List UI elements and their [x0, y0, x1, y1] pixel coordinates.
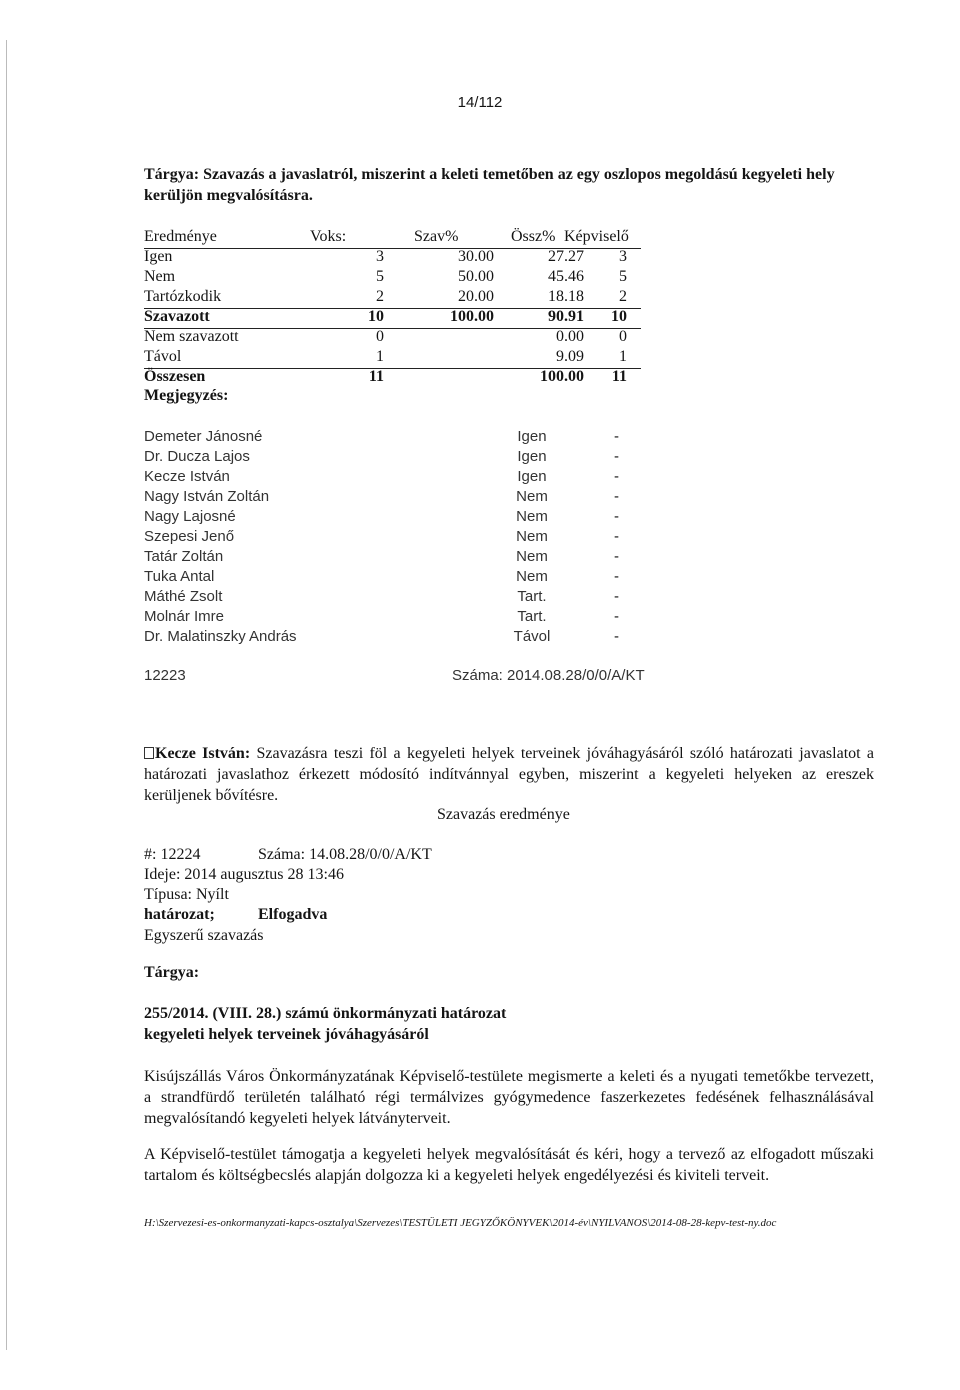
- member-vote: Igen: [517, 468, 547, 485]
- member-name: Demeter Jánosné: [144, 428, 263, 445]
- vote-row: [144, 588, 624, 608]
- results-cell-ossz: 18.18: [548, 288, 584, 305]
- member-dash: -: [614, 608, 619, 625]
- results-cell-ossz: 27.27: [548, 248, 584, 265]
- checkbox-icon: [144, 747, 154, 759]
- vote-subject-label: Tárgya:: [144, 964, 200, 981]
- results-cell-ossz: 100.00: [540, 368, 584, 385]
- vote-row: [144, 428, 624, 448]
- header-kepv: Képviselő: [564, 228, 629, 245]
- member-name: Molnár Imre: [144, 608, 225, 625]
- member-dash: -: [614, 568, 619, 585]
- member-name: Tuka Antal: [144, 568, 215, 585]
- results-row: [144, 308, 641, 329]
- vote-row: [144, 468, 624, 488]
- header-voks: Voks:: [310, 228, 347, 245]
- member-name: Kecze István: [144, 468, 230, 485]
- resolution-subtitle: kegyeleti helyek terveinek jóváhagyásáról: [144, 1026, 429, 1043]
- results-cell-kepv: 1: [619, 348, 627, 365]
- simple-vote: Egyszerű szavazás: [144, 927, 264, 944]
- member-name: Tatár Zoltán: [144, 548, 224, 565]
- results-row: [144, 288, 641, 309]
- member-vote: Nem: [516, 568, 548, 585]
- results-cell-kepv: 3: [619, 248, 627, 265]
- vote-type: Típusa: Nyílt: [144, 886, 229, 903]
- member-dash: -: [614, 468, 619, 485]
- results-cell-szav: 20.00: [458, 288, 494, 305]
- results-cell-szav: 30.00: [458, 248, 494, 265]
- results-cell-kepv: 0: [619, 328, 627, 345]
- member-name: Dr. Malatinszky András: [144, 628, 297, 645]
- motion-speaker: Kecze István:: [155, 745, 251, 762]
- results-row-label: Szavazott: [144, 308, 210, 325]
- header-szav: Szav%: [414, 228, 459, 245]
- results-cell-szav: 50.00: [458, 268, 494, 285]
- vote-id: #: 12224: [144, 846, 201, 863]
- member-name: Nagy Lajosné: [144, 508, 236, 525]
- member-name: Dr. Ducza Lajos: [144, 448, 250, 465]
- results-row: [144, 268, 641, 288]
- subject-text: Szavazás a javaslatról, miszerint a keleti temetőben az egy oszlopos megoldású kegyeleti hely kerüljön megvalósításra.: [144, 166, 835, 204]
- vote-row: [144, 488, 624, 508]
- footer-file-path: H:\Szervezesi-es-onkormanyzati-kapcs-osztalya\Szervezes\TESTÜLETI JEGYZŐKÖNYVEK\2014-év\NYILVANOS\2014-08-28-kepv-test-ny.doc: [144, 1217, 777, 1229]
- member-dash: -: [614, 548, 619, 565]
- member-vote: Távol: [513, 628, 551, 645]
- motion-paragraph: [144, 743, 874, 806]
- results-header: [144, 228, 641, 249]
- member-name: Máthé Zsolt: [144, 588, 223, 605]
- member-dash: -: [614, 528, 619, 545]
- subject-label: Tárgya:: [144, 166, 200, 183]
- header-result: Eredménye: [144, 228, 217, 245]
- results-cell-ossz: 9.09: [556, 348, 584, 365]
- results-cell-voks: 5: [376, 268, 384, 285]
- member-vote: Nem: [516, 488, 548, 505]
- results-cell-kepv: 11: [611, 368, 627, 385]
- results-cell-kepv: 10: [611, 308, 627, 325]
- results-cell-voks: 2: [376, 288, 384, 305]
- results-cell-ossz: 90.91: [548, 308, 584, 325]
- results-row: [144, 248, 641, 268]
- note-label: Megjegyzés:: [144, 387, 229, 404]
- vote-row: [144, 528, 624, 548]
- results-cell-voks: 11: [368, 368, 384, 385]
- results-cell-szav: 100.00: [450, 308, 494, 325]
- scan-edge: [6, 40, 7, 1350]
- header-ossz: Össz%: [511, 228, 556, 245]
- vote-row: [144, 568, 624, 588]
- record-id: 12223: [144, 667, 186, 684]
- resolution-paragraph-2: A Képviselő-testület támogatja a kegyeleti helyek megvalósítását és kéri, hogy a tervező az elfogadott műszaki tartalom és költségbecslés alapján dolgozza ki a kegyeleti helyek engedélyezési és kiviteli terveit.: [144, 1146, 874, 1184]
- results-row-label: Nem szavazott: [144, 328, 239, 345]
- results-row-label: Távol: [144, 348, 182, 365]
- member-dash: -: [614, 448, 619, 465]
- results-cell-voks: 3: [376, 248, 384, 265]
- vote-row: [144, 508, 624, 528]
- vote-row: [144, 628, 624, 648]
- member-dash: -: [614, 628, 619, 645]
- vote-row: [144, 608, 624, 628]
- member-vote: Nem: [516, 528, 548, 545]
- results-row-label: Összesen: [144, 368, 206, 385]
- record-number: Száma: 2014.08.28/0/0/A/KT: [452, 667, 645, 684]
- results-cell-voks: 0: [376, 328, 384, 345]
- results-row-label: Tartózkodik: [144, 288, 222, 305]
- results-cell-kepv: 2: [619, 288, 627, 305]
- member-vote: Igen: [517, 448, 547, 465]
- results-cell-kepv: 5: [619, 268, 627, 285]
- member-vote: Tart.: [517, 608, 547, 625]
- resolution-paragraph-1: Kisújszállás Város Önkormányzatának Képviselő-testülete megismerte a keleti és a nyugati temetőkbe tervezett, a strandfürdő területén található régi termálvizes gyógymedence faszerkezetes fedésének felhasználásával megvalósítandó kegyeleti helyek látványterveit.: [144, 1068, 874, 1127]
- member-dash: -: [614, 428, 619, 445]
- vote-row: [144, 548, 624, 568]
- vote-row: [144, 448, 624, 468]
- results-row: [144, 348, 641, 369]
- resolution-title: 255/2014. (VIII. 28.) számú önkormányzati határozat: [144, 1005, 507, 1022]
- member-name: Nagy István Zoltán: [144, 488, 270, 505]
- results-row-label: Nem: [144, 268, 176, 285]
- results-cell-voks: 10: [368, 308, 384, 325]
- results-cell-ossz: 0.00: [556, 328, 584, 345]
- motion-text: Szavazásra teszi föl a kegyeleti helyek terveinek jóváhagyásáról szóló határozati javaslatot a határozati javaslathoz érkezett módosító indítvánnyal egyben, miszerint a kegyeleti helyeken az ereszek kerüljenek bővítésre.: [144, 745, 875, 804]
- page-number: 14/112: [457, 94, 503, 111]
- vote-time: Ideje: 2014 augusztus 28 13:46: [144, 866, 344, 883]
- results-cell-ossz: 45.46: [548, 268, 584, 285]
- decision-label: határozat;: [144, 906, 215, 923]
- member-vote: Tart.: [517, 588, 547, 605]
- member-name: Szepesi Jenő: [144, 528, 235, 545]
- results-row-label: Igen: [144, 248, 173, 265]
- vote-number: Száma: 14.08.28/0/0/A/KT: [258, 846, 432, 863]
- vote-result-heading: Szavazás eredménye: [437, 806, 570, 823]
- decision-value: Elfogadva: [258, 906, 328, 923]
- member-dash: -: [614, 488, 619, 505]
- subject: [144, 164, 874, 206]
- member-vote: Nem: [516, 548, 548, 565]
- results-row: [144, 368, 641, 388]
- member-dash: -: [614, 508, 619, 525]
- member-vote: Nem: [516, 508, 548, 525]
- results-cell-voks: 1: [376, 348, 384, 365]
- member-dash: -: [614, 588, 619, 605]
- member-vote: Igen: [517, 428, 547, 445]
- results-row: [144, 328, 641, 348]
